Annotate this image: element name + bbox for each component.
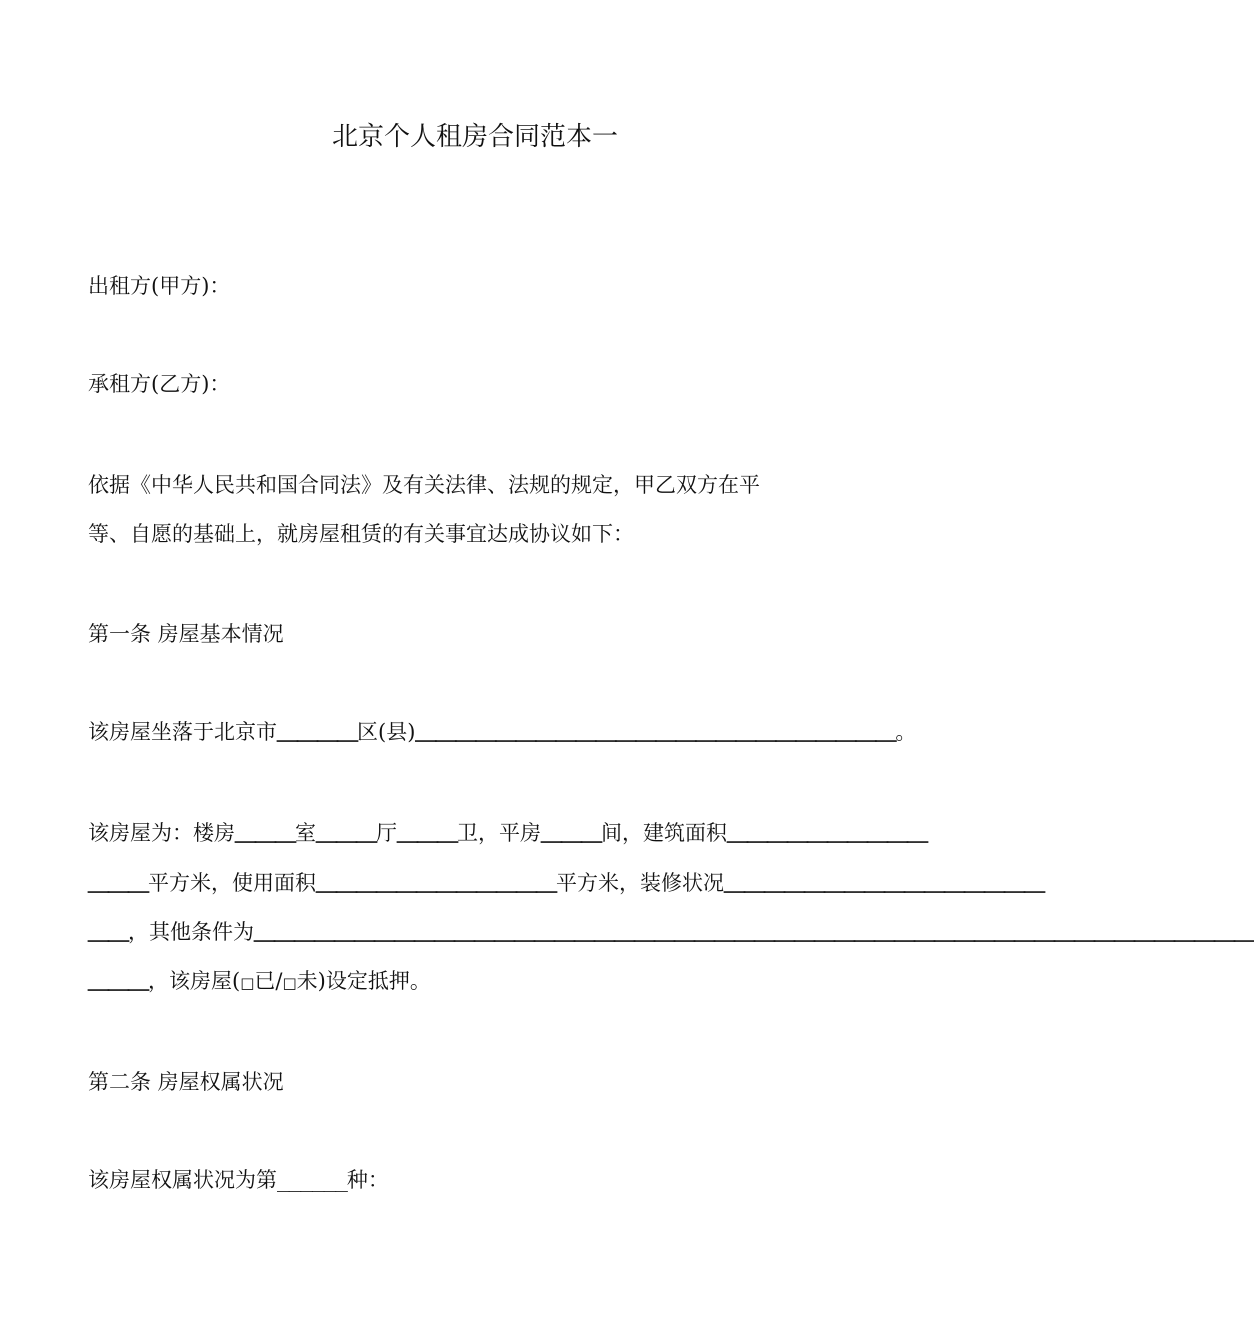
decoration-blank: ＿＿＿＿＿＿＿＿＿＿＿＿＿＿＿＿ xyxy=(724,871,1044,895)
building-area-blank: ＿＿＿＿＿＿＿＿＿＿ xyxy=(727,821,927,845)
halls-blank: ＿＿＿ xyxy=(316,821,376,845)
house-details-line-1 xyxy=(88,821,927,845)
house-details-line-3 xyxy=(88,920,1254,944)
house-details-line-4 xyxy=(88,969,863,995)
ownership-type-blank: ______ xyxy=(277,1168,347,1192)
document-title: 北京个人租房合同范本一 xyxy=(331,122,618,152)
usable-area-blank: ＿＿＿＿＿＿＿＿＿＿＿＿ xyxy=(316,871,556,895)
location-middle: 区(县) xyxy=(357,720,416,744)
other-conditions-label: ，其他条件为 xyxy=(128,920,254,944)
mortgage-yes-label: 已/ xyxy=(254,969,283,993)
house-details-line-2 xyxy=(88,871,1044,895)
mortgage-yes-checkbox[interactable]: □ xyxy=(240,974,255,992)
location-prefix: 该房屋坐落于北京市 xyxy=(88,720,277,744)
district-blank: ＿＿＿＿ xyxy=(277,720,357,744)
intro-paragraph-line-1: 依据《中华人民共和国合同法》及有关法律、法规的规定，甲乙双方在平 xyxy=(88,473,760,497)
bath-label: 卫，平房 xyxy=(457,821,541,845)
mortgage-label: ，该房屋( xyxy=(148,969,241,993)
decoration-label: 平方米，装修状况 xyxy=(556,871,724,895)
building-area-label: 间，建筑面积 xyxy=(601,821,727,845)
location-suffix: 。 xyxy=(895,720,917,744)
usable-area-label: 平方米，使用面积 xyxy=(148,871,316,895)
ownership-prefix: 该房屋权属状况为第 xyxy=(88,1168,277,1192)
address-blank: ＿＿＿＿＿＿＿＿＿＿＿＿＿＿＿＿＿＿＿＿＿＿＿＿ xyxy=(415,720,896,744)
other-conditions-blank-cont: ＿＿＿ xyxy=(88,969,148,993)
rooms-blank: ＿＿＿ xyxy=(235,821,295,845)
article-2-heading: 第二条 房屋权属状况 xyxy=(88,1070,284,1094)
ownership-line xyxy=(88,1168,863,1192)
ownership-suffix: 种： xyxy=(346,1168,389,1192)
location-line xyxy=(88,720,917,744)
hall-label: 厅 xyxy=(376,821,397,845)
other-conditions-blank: ＿＿＿＿＿＿＿＿＿＿＿＿＿＿＿＿＿＿＿＿＿＿＿＿＿＿＿＿＿＿＿＿＿＿＿＿＿＿＿＿＿＿＿＿＿＿＿＿＿＿ xyxy=(254,920,1254,944)
building-area-blank-cont: ＿＿＿ xyxy=(88,871,148,895)
house-type-label: 该房屋为：楼房 xyxy=(88,821,235,845)
bungalow-rooms-blank: ＿＿＿ xyxy=(541,821,601,845)
mortgage-no-label: 未)设定抵押。 xyxy=(296,969,431,993)
party-a-label: 出租方(甲方)： xyxy=(88,274,231,298)
decoration-blank-cont: ＿＿ xyxy=(88,920,128,944)
article-1-heading: 第一条 房屋基本情况 xyxy=(88,622,284,646)
mortgage-no-checkbox[interactable]: □ xyxy=(282,974,297,992)
baths-blank: ＿＿＿ xyxy=(397,821,457,845)
intro-paragraph-line-2: 等、自愿的基础上，就房屋租赁的有关事宜达成协议如下： xyxy=(88,522,634,546)
party-b-label: 承租方(乙方)： xyxy=(88,372,231,396)
room-label: 室 xyxy=(295,821,316,845)
